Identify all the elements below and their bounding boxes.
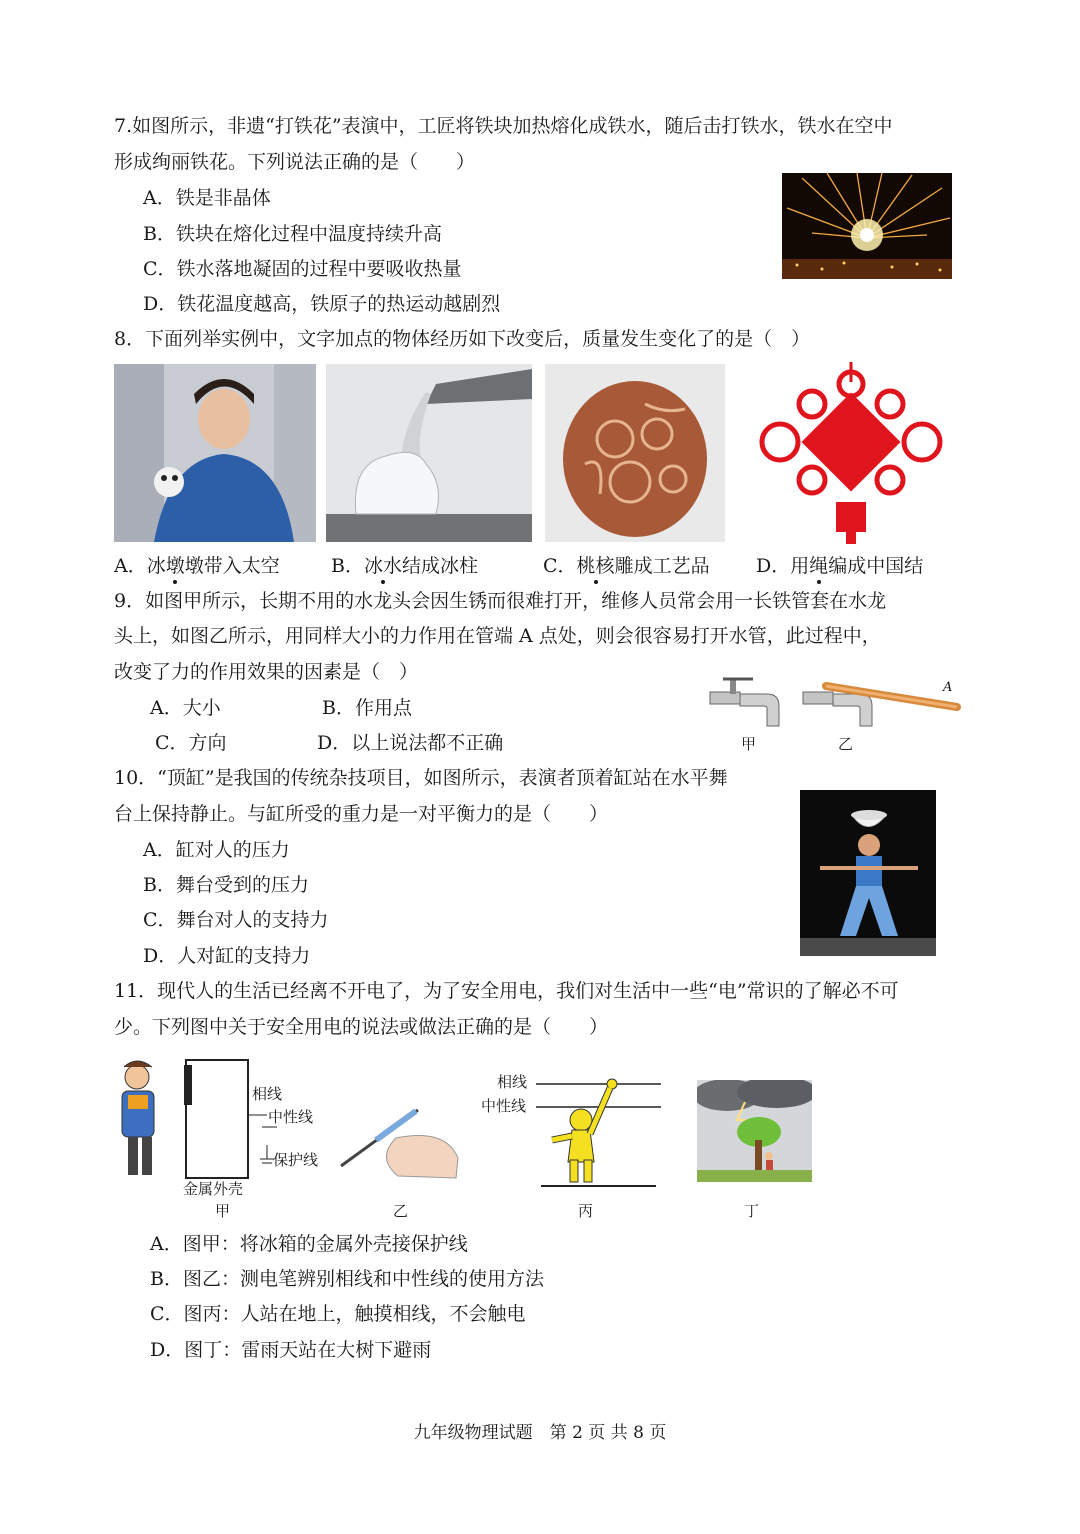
q7-option-a: A．铁是非晶体 — [143, 187, 271, 209]
q11-option-b: B．图乙：测电笔辨别相线和中性线的使用方法 — [150, 1268, 544, 1290]
q11-stem-line1: 11．现代人的生活已经离不开电了，为了安全用电，我们对生活中一些“电”常识的了解必不可 — [114, 980, 899, 1002]
q9-fig-jia-label: 甲 — [741, 735, 757, 753]
metal-shell-label: 金属外壳 — [183, 1180, 244, 1198]
q10-option-d: D．人对缸的支持力 — [143, 945, 311, 967]
test-pen-figure — [336, 1098, 462, 1180]
q7-option-d: D．铁花温度越高，铁原子的热运动越剧烈 — [143, 293, 501, 315]
q8-option-c: C．桃核雕成工艺品 — [543, 552, 710, 580]
faucet-jia-icon — [710, 679, 779, 726]
q11-fig-bing-label: 丙 — [578, 1202, 594, 1220]
dotted-word: 冰墩墩 — [147, 552, 204, 580]
q10-option-c: C．舞台对人的支持力 — [143, 909, 329, 931]
jar-balancing-photo — [800, 790, 936, 956]
q10-stem-line1: 10．“顶缸”是我国的传统杂技项目，如图所示，表演者顶着缸站在水平舞 — [114, 767, 728, 789]
dotted-word: 冰水 — [364, 552, 402, 580]
iron-flower-photo — [782, 173, 952, 279]
q9-option-d: D．以上说法都不正确 — [317, 732, 504, 754]
q7-stem-line1: 7.如图所示，非遗“打铁花”表演中，工匠将铁块加热熔化成铁水，随后击打铁水，铁水在空中 — [114, 115, 893, 137]
q10-option-b: B．舞台受到的压力 — [143, 874, 309, 896]
q9-fig-yi-label: 乙 — [838, 735, 854, 753]
astronaut-photo — [114, 364, 316, 542]
dotted-word: 绳 — [809, 552, 828, 580]
q10-stem-line2: 台上保持静止。与缸所受的重力是一对平衡力的是（ ） — [114, 803, 609, 825]
q11-option-c: C．图丙：人站在地上，触摸相线，不会触电 — [150, 1303, 526, 1325]
ground-wire-label: 保护线 — [273, 1151, 319, 1169]
q9-stem-line3: 改变了力的作用效果的因素是（ ） — [114, 661, 419, 683]
q8-stem: 8．下面列举实例中，文字加点的物体经历如下改变后，质量发生变化了的是（ ） — [114, 328, 811, 350]
faucet-yi-icon — [803, 686, 957, 726]
q8-option-b: B．冰水结成冰柱 — [331, 552, 478, 580]
q7-stem-line2: 形成绚丽铁花。下列说法正确的是（ ） — [114, 151, 476, 173]
page-footer: 九年级物理试题 第 2 页 共 8 页 — [413, 1423, 667, 1443]
q9-stem-line2: 头上，如图乙所示，用同样大小的力作用在管端 A 点处，则会很容易打开水管，此过程中， — [114, 625, 881, 647]
thunderstorm-tree-figure — [697, 1080, 812, 1182]
q11-option-d: D．图丁：雷雨天站在大树下避雨 — [150, 1339, 432, 1361]
q11-fig-ding-label: 丁 — [744, 1202, 760, 1220]
q11-stem-line2: 少。下列图中关于安全用电的说法或做法正确的是（ ） — [114, 1016, 609, 1038]
live-wire-label-2: 相线 — [497, 1073, 528, 1091]
peach-pit-carving-photo — [545, 364, 725, 542]
q10-option-a: A．缸对人的压力 — [143, 839, 290, 861]
person-touching-wire-figure — [536, 1070, 666, 1195]
live-wire-label: 相线 — [252, 1085, 283, 1103]
dotted-word: 桃核 — [577, 552, 615, 580]
q9-stem-line1: 9．如图甲所示，长期不用的水龙头会因生锈而很难打开，维修人员常会用一长铁管套在水龙 — [114, 590, 887, 612]
q9-option-b: B．作用点 — [322, 697, 412, 719]
q7-option-c: C．铁水落地凝固的过程中要吸收热量 — [143, 258, 462, 280]
chinese-knot-photo — [752, 362, 950, 544]
q8-option-a: A．冰墩墩带入太空 — [114, 552, 280, 580]
neutral-wire-label-2: 中性线 — [481, 1097, 527, 1115]
q8-option-d: D．用绳编成中国结 — [756, 552, 923, 580]
q11-option-a: A．图甲：将冰箱的金属外壳接保护线 — [150, 1233, 468, 1255]
q7-option-b: B．铁块在熔化过程中温度持续升高 — [143, 223, 442, 245]
point-a-label: A — [943, 680, 953, 695]
q11-fig-jia-label: 甲 — [215, 1202, 231, 1220]
q11-fig-yi-label: 乙 — [393, 1202, 409, 1220]
neutral-wire-label: 中性线 — [268, 1108, 314, 1126]
q9-option-c: C．方向 — [155, 732, 227, 754]
q9-option-a: A．大小 — [150, 697, 221, 719]
ice-column-photo — [326, 364, 532, 542]
